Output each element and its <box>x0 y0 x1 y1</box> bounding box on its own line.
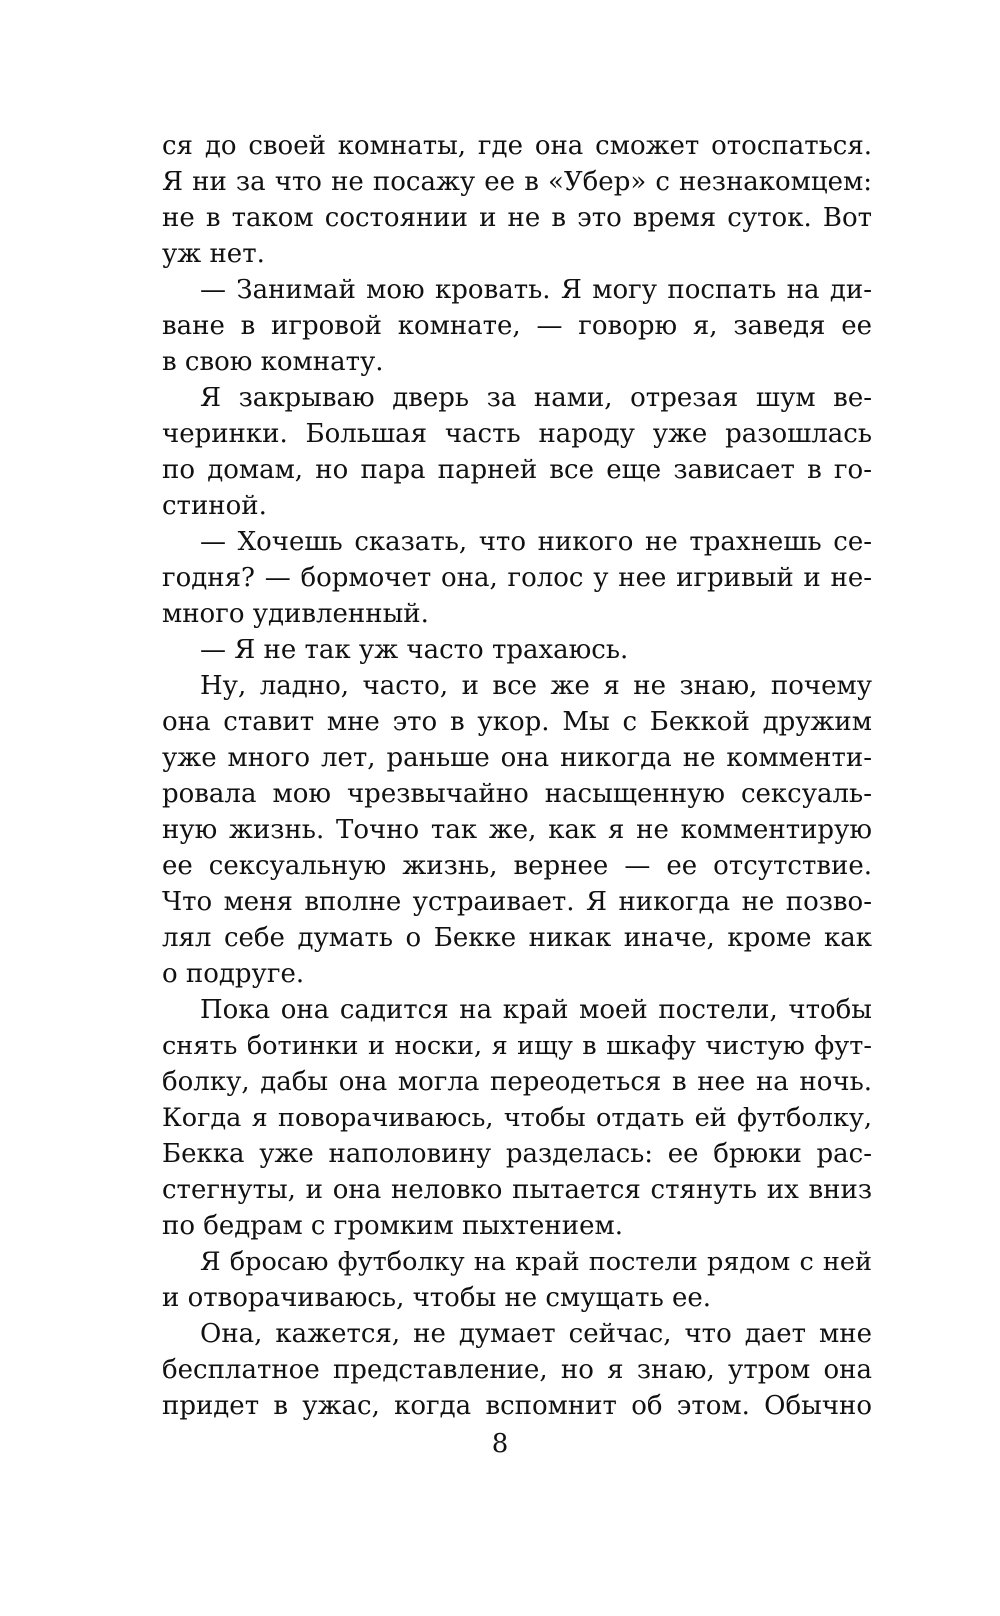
text-line: не в таком состоянии и не в это время суток. Вот <box>162 203 872 233</box>
text-line: и отворачиваюсь, чтобы не смущать ее. <box>162 1283 712 1313</box>
text-line: лял себе думать о Бекке никак иначе, кроме как <box>162 923 872 953</box>
text-line: Когда я поворачиваюсь, чтобы отдать ей футболку, <box>162 1103 872 1133</box>
text-line: она ставит мне это в укор. Мы с Беккой дружим <box>162 707 872 737</box>
text-line: ровала мою чрезвычайно насыщенную сексуаль- <box>162 779 872 809</box>
text-line: ване в игровой комнате, — говорю я, заведя ее <box>162 311 872 341</box>
text-line: — Я не так уж часто трахаюсь. <box>200 635 629 665</box>
text-line: в свою комнату. <box>162 347 384 377</box>
text-line: годня? — бормочет она, голос у нее игривый и не- <box>162 563 872 593</box>
text-line: Что меня вполне устраивает. Я никогда не позво- <box>162 887 872 917</box>
text-line: — Занимай мою кровать. Я могу поспать на ди- <box>200 275 872 305</box>
text-line: бесплатное представление, но я знаю, утром она <box>162 1355 872 1385</box>
text-line: придет в ужас, когда вспомнит об этом. Обычно <box>162 1391 872 1421</box>
text-line: черинки. Большая часть народу уже разошлась <box>162 419 872 449</box>
text-line: — Хочешь сказать, что никого не трахнешь се- <box>200 527 872 557</box>
text-line: уж нет. <box>162 239 265 269</box>
text-line: Я закрываю дверь за нами, отрезая шум ве- <box>200 383 872 413</box>
text-line: по домам, но пара парней все еще зависает в го- <box>162 455 872 485</box>
text-line: ную жизнь. Точно так же, как я не комментирую <box>162 815 872 845</box>
text-line: болку, дабы она могла переодеться в нее на ночь. <box>162 1067 872 1097</box>
text-line: стегнуты, и она неловко пытается стянуть их вниз <box>162 1175 872 1205</box>
text-line: уже много лет, раньше она никогда не комменти- <box>162 743 872 773</box>
text-line: Я ни за что не посажу ее в «Убер» с незнакомцем: <box>162 167 872 197</box>
text-line: по бедрам с громким пыхтением. <box>162 1211 623 1241</box>
text-line: Пока она садится на край моей постели, чтобы <box>200 995 872 1025</box>
text-line: Она, кажется, не думает сейчас, что дает мне <box>200 1319 872 1349</box>
text-line: Бекка уже наполовину разделась: ее брюки рас- <box>162 1139 872 1169</box>
text-line: о подруге. <box>162 959 305 989</box>
text-line: снять ботинки и носки, я ищу в шкафу чистую фут- <box>162 1031 872 1061</box>
text-line: Ну, ладно, часто, и все же я не знаю, почему <box>200 671 872 701</box>
text-line: Я бросаю футболку на край постели рядом с ней <box>200 1247 872 1277</box>
text-line: стиной. <box>162 491 267 521</box>
body-text <box>162 128 872 1424</box>
text-line: ся до своей комнаты, где она сможет отоспаться. <box>162 131 872 161</box>
page-number: 8 <box>491 1429 509 1459</box>
text-line: ее сексуальную жизнь, вернее — ее отсутствие. <box>162 851 872 881</box>
text-line: много удивленный. <box>162 599 429 629</box>
